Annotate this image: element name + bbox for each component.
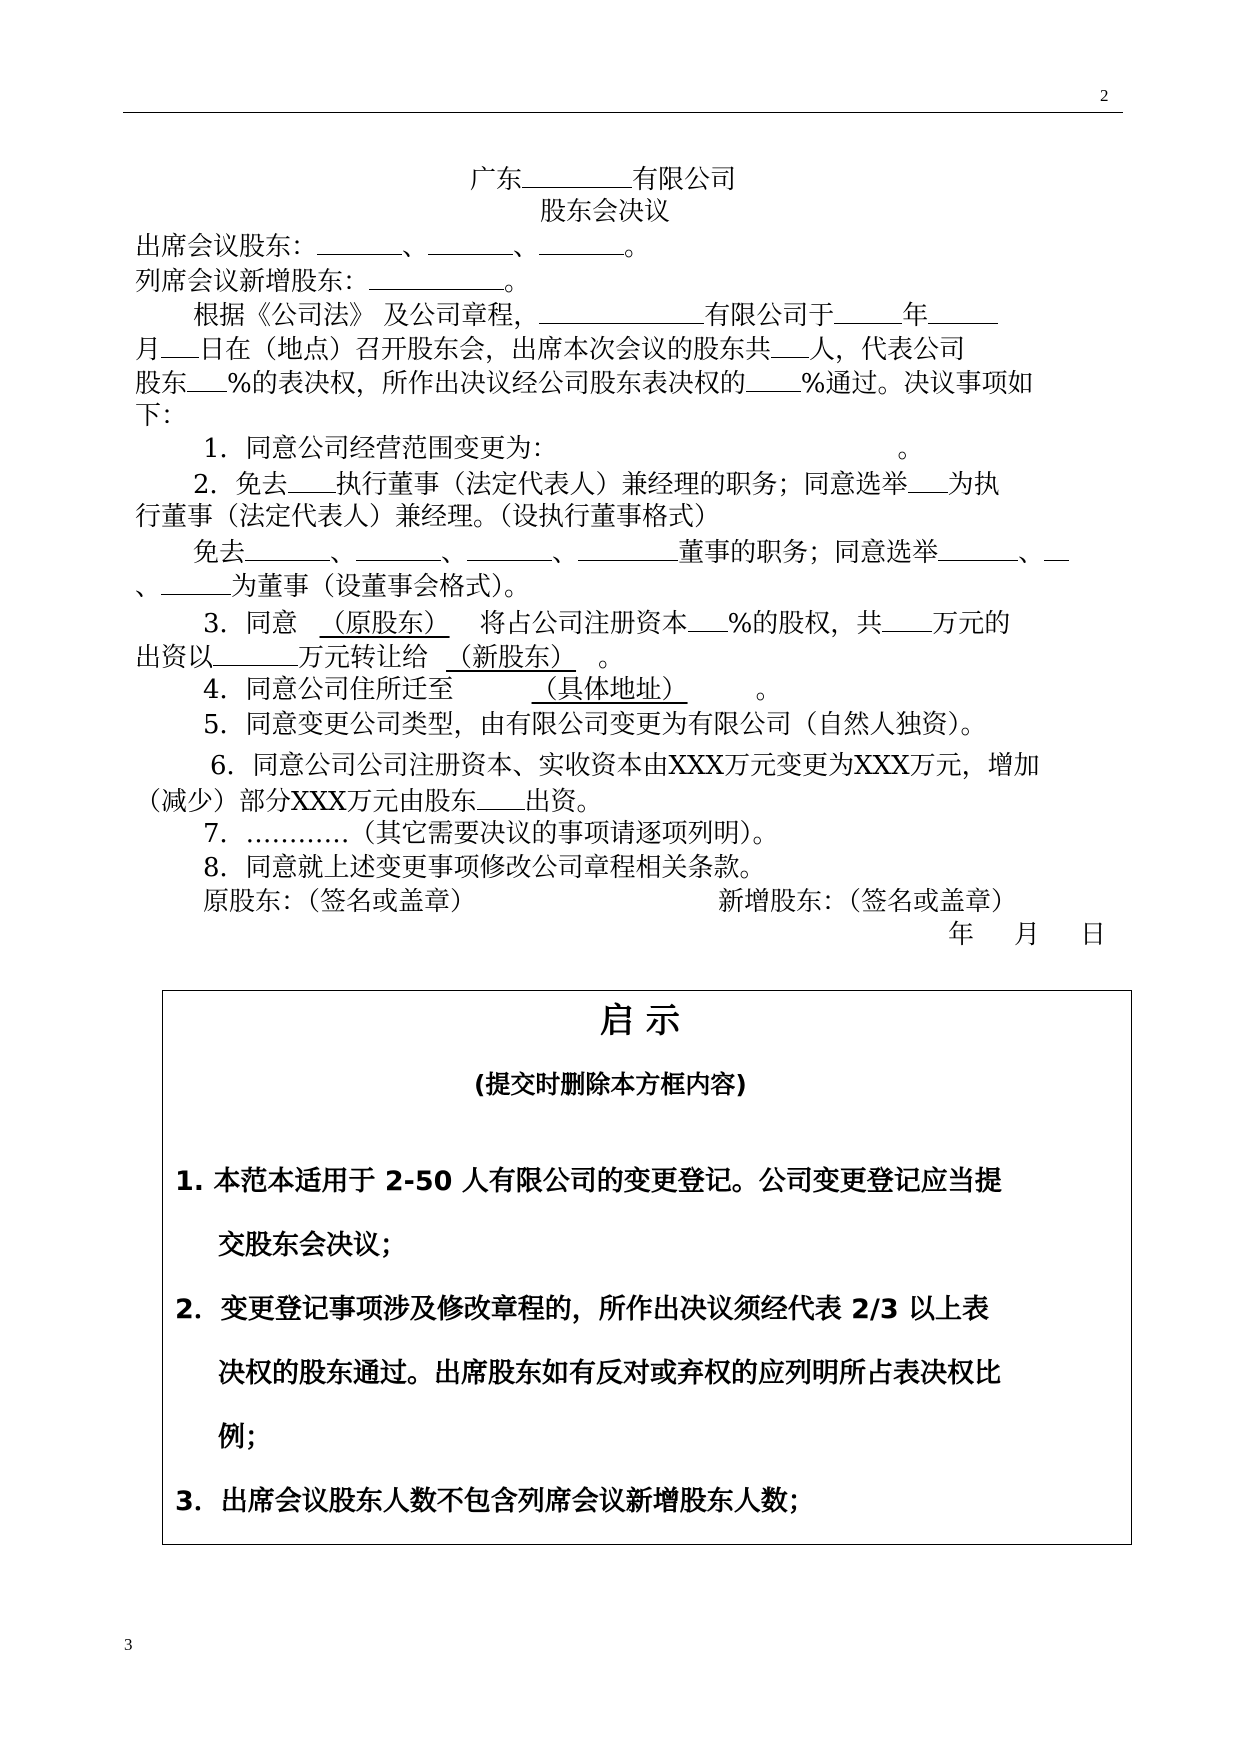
- percent-blank-1[interactable]: [187, 365, 227, 392]
- placeholder-text: （具体地址）: [531, 675, 688, 705]
- equity-percent-blank[interactable]: [688, 605, 728, 632]
- notice-item-1-line-2: 交股东会决议；: [218, 1230, 407, 1261]
- separator: 、: [135, 572, 162, 602]
- new-attendees-line: [135, 263, 530, 299]
- company-name-blank[interactable]: [522, 161, 632, 188]
- new-director-blank[interactable]: [938, 534, 1018, 561]
- attendee-blank-1[interactable]: [317, 228, 402, 255]
- transfer-amount-blank[interactable]: [213, 639, 298, 666]
- item-text: 3．同意: [203, 609, 298, 639]
- item-text: 为董事（设董事会格式）。: [231, 572, 531, 602]
- document-subtitle: 股东会决议: [540, 197, 671, 227]
- title-suffix: 有限公司: [632, 165, 737, 195]
- new-director-blank[interactable]: [1044, 534, 1069, 561]
- count-blank[interactable]: [771, 331, 809, 358]
- intro-text: 年: [902, 301, 929, 331]
- item-3-line-2: [135, 639, 624, 675]
- item-text: 出资。: [524, 787, 603, 817]
- director-blank[interactable]: [245, 534, 330, 561]
- item-text: 董事的职务；同意选举: [678, 538, 939, 568]
- attendees-line: [135, 228, 650, 264]
- item-text: 4．同意公司住所迁至: [203, 675, 454, 705]
- intro-text: 人，代表公司: [809, 335, 966, 365]
- removed-director-blank[interactable]: [288, 466, 336, 493]
- title-prefix: 广东: [470, 165, 523, 195]
- item-text: （减少）部分XXX万元由股东: [135, 787, 477, 817]
- period: 。: [504, 267, 531, 297]
- intro-text: 日在（地点）召开股东会，出席本次会议的股东共: [199, 335, 772, 365]
- item-text: 1．同意公司经营范围变更为：: [203, 434, 558, 464]
- notice-item-2-line-3: 例；: [218, 1422, 272, 1453]
- item-text: 免去: [193, 538, 246, 568]
- document-title: [470, 161, 736, 197]
- intro-text: 有限公司于: [704, 301, 835, 331]
- new-attendee-blank[interactable]: [369, 263, 504, 290]
- attendees-label: 出席会议股东：: [135, 232, 318, 262]
- item-text: 出资以: [135, 643, 214, 673]
- director-blank[interactable]: [356, 534, 441, 561]
- item-text: 万元的: [932, 609, 1011, 639]
- separator: 、: [1018, 538, 1045, 568]
- address-blank[interactable]: [454, 675, 756, 705]
- year-label: 年: [948, 920, 975, 950]
- item-2-line-3: [193, 534, 1069, 570]
- item-2-line-1: [193, 466, 1000, 502]
- director-blank[interactable]: [578, 534, 678, 561]
- percent-blank-2[interactable]: [746, 365, 801, 392]
- item-text: 为执: [947, 470, 1000, 500]
- intro-text: 股东: [135, 369, 188, 399]
- item-5: 5．同意变更公司类型，由有限公司变更为有限公司（自然人独资）。: [203, 710, 987, 740]
- separator: 、: [441, 538, 468, 568]
- period: 。: [897, 434, 924, 464]
- period: 。: [624, 232, 651, 262]
- item-text: 万元转让给: [298, 643, 429, 673]
- intro-text: %的表决权，所作出决议经公司股东表决权的: [227, 369, 746, 399]
- year-blank[interactable]: [834, 297, 902, 324]
- director-blank[interactable]: [467, 534, 552, 561]
- new-director-blank[interactable]: [161, 568, 231, 595]
- notice-title: 启 示: [600, 1001, 680, 1041]
- notice-item-3: 3．出席会议股东人数不包含列席会议新增股东人数；: [175, 1486, 815, 1517]
- company-blank[interactable]: [539, 297, 704, 324]
- item-6-line-1: 6．同意公司公司注册资本、实收资本由XXX万元变更为XXX万元，增加: [210, 751, 1040, 781]
- intro-text: 月: [135, 335, 162, 365]
- new-shareholder-signature: 新增股东：（签名或盖章）: [718, 887, 1018, 917]
- month-label: 月: [1014, 920, 1041, 950]
- item-text: 将占公司注册资本: [479, 609, 688, 639]
- item-2-line-4: [135, 568, 530, 604]
- placeholder-text: （原股东）: [319, 609, 450, 639]
- item-6-line-2: [135, 783, 603, 819]
- original-shareholder-blank[interactable]: [298, 609, 480, 639]
- day-label: 日: [1080, 920, 1107, 950]
- attendee-blank-3[interactable]: [539, 228, 624, 255]
- item-text: %的股权，共: [727, 609, 883, 639]
- intro-text: 根据《公司法》 及公司章程，: [193, 301, 540, 331]
- item-text: 执行董事（法定代表人）兼经理的职务；同意选举: [335, 470, 908, 500]
- item-2-line-2: 行董事（法定代表人）兼经理。（设执行董事格式）: [135, 502, 721, 532]
- elected-director-blank[interactable]: [908, 466, 948, 493]
- intro-line-1: [193, 297, 998, 333]
- item-1: [203, 432, 924, 466]
- separator: 、: [513, 232, 540, 262]
- intro-line-2: [135, 331, 965, 367]
- separator: 、: [552, 538, 579, 568]
- item-4: [203, 673, 782, 707]
- header-page-number: 2: [1100, 86, 1109, 105]
- intro-line-4: 下：: [135, 401, 188, 431]
- period: 。: [598, 643, 625, 673]
- notice-subtitle: (提交时删除本方框内容): [474, 1070, 747, 1099]
- notice-item-2-line-2: 决权的股东通过。出席股东如有反对或弃权的应列明所占表决权比: [218, 1358, 1001, 1389]
- intro-line-3: [135, 365, 1033, 401]
- date-line: [948, 918, 1106, 952]
- item-text: 2．免去: [193, 470, 288, 500]
- placeholder-text: （新股东）: [446, 643, 577, 673]
- header-rule: [123, 112, 1123, 113]
- notice-item-1-line-1: 1. 本范本适用于 2-50 人有限公司的变更登记。公司变更登记应当提: [175, 1166, 1002, 1197]
- intro-text: %通过。决议事项如: [800, 369, 1034, 399]
- shareholder-blank[interactable]: [477, 783, 525, 810]
- original-shareholder-signature: 原股东：（签名或盖章）: [203, 887, 477, 917]
- item-3-line-1: [203, 605, 1010, 641]
- separator: 、: [402, 232, 429, 262]
- new-shareholder-blank[interactable]: [428, 643, 598, 673]
- item-8: 8．同意就上述变更事项修改公司章程相关条款。: [203, 853, 766, 883]
- period: 。: [755, 675, 782, 705]
- footer-page-number: 3: [124, 1635, 133, 1654]
- amount-blank[interactable]: [882, 605, 932, 632]
- attendee-blank-2[interactable]: [428, 228, 513, 255]
- day-blank[interactable]: [161, 331, 199, 358]
- separator: 、: [330, 538, 357, 568]
- month-blank-pre[interactable]: [928, 297, 998, 324]
- item-7: 7．…………（其它需要决议的事项请逐项列明）。: [203, 819, 779, 849]
- notice-item-2-line-1: 2．变更登记事项涉及修改章程的，所作出决议须经代表 2/3 以上表: [175, 1294, 990, 1325]
- new-attendees-label: 列席会议新增股东：: [135, 267, 370, 297]
